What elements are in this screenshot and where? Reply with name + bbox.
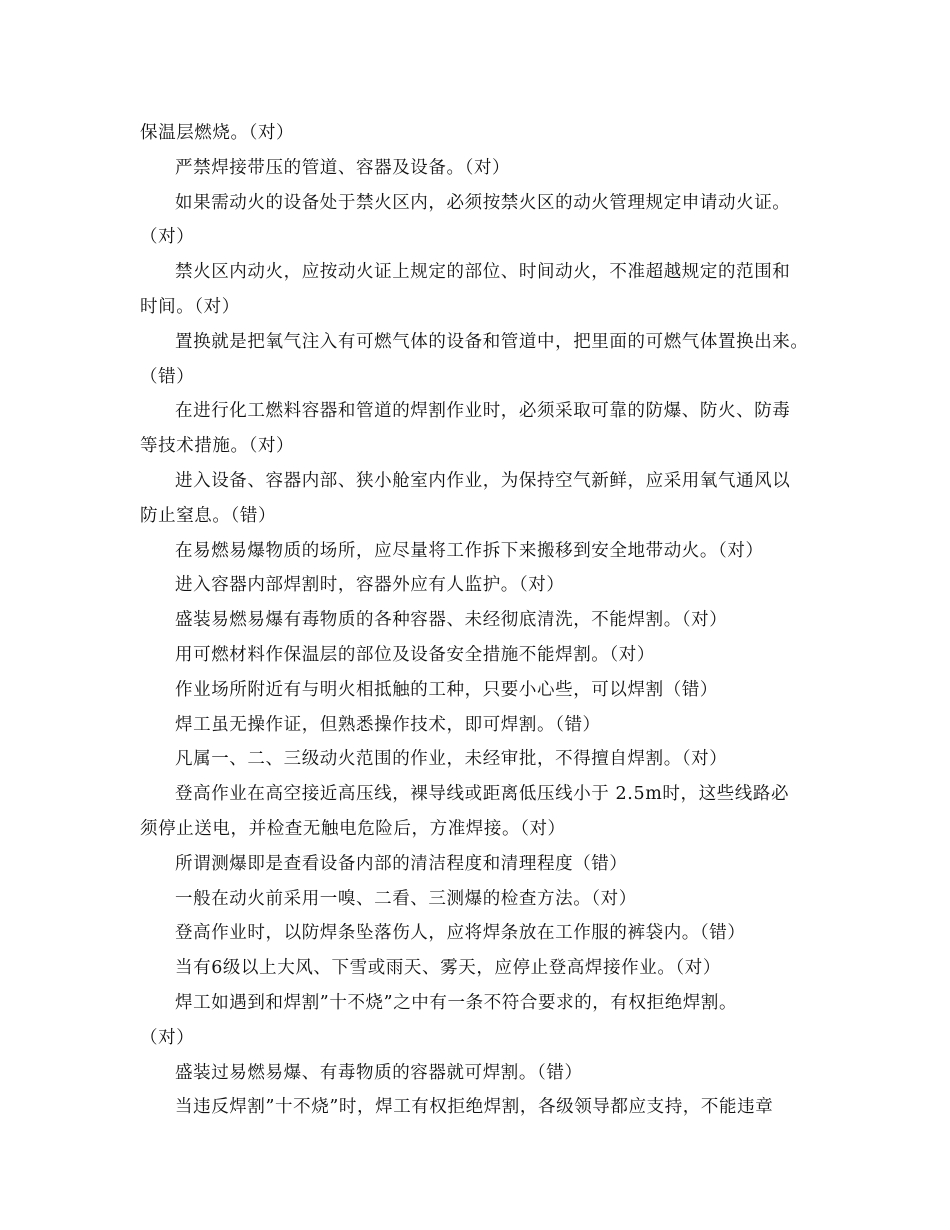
paragraph-line: 当违反焊割”十不烧”时，焊工有权拒绝焊割，各级领导都应支持，不能违章 <box>175 1097 774 1118</box>
paragraph-continuation-line: （错） <box>140 366 195 387</box>
paragraph-line: 如果需动火的设备处于禁火区内，必须按禁火区的动火管理规定申请动火证。 <box>175 192 791 213</box>
paragraph-line: 作业场所附近有与明火相抵触的工种，只要小心些，可以焊割（错） <box>175 679 718 700</box>
paragraph-line: 一般在动火前采用一嗅、二看、三测爆的检查方法。（对） <box>175 888 637 909</box>
paragraph-line: 盛装过易燃易爆、有毒物质的容器就可焊割。（错） <box>175 1062 583 1083</box>
document-body <box>140 116 820 1125</box>
paragraph-line: 焊工虽无操作证，但熟悉操作技术，即可焊割。（错） <box>175 714 601 735</box>
paragraph-line: 登高作业在高空接近高压线，裸导线或距离低压线小于 2.5m时，这些线路必 <box>175 784 790 805</box>
paragraph-line: 禁火区内动火，应按动火证上规定的部位、时间动火，不准超越规定的范围和 <box>175 262 791 283</box>
paragraph-continuation-line: 等技术措施。（对） <box>140 436 295 457</box>
paragraph-line: 所谓测爆即是查看设备内部的清洁程度和清理程度（错） <box>175 853 628 874</box>
paragraph-continuation-line: 防止窒息。（错） <box>140 505 277 526</box>
paragraph-continuation-line: （对） <box>140 227 195 248</box>
paragraph-line: 在进行化工燃料容器和管道的焊割作业时，必须采取可靠的防爆、防火、防毒 <box>175 401 791 422</box>
paragraph-line: 用可燃材料作保温层的部位及设备安全措施不能焊割。（对） <box>175 644 655 665</box>
paragraph-line: 进入容器内部焊割时，容器外应有人监护。（对） <box>175 575 565 596</box>
paragraph-line: 焊工如遇到和焊割”十不烧”之中有一条不符合要求的，有权拒绝焊割。 <box>175 992 738 1013</box>
paragraph-line: 登高作业时，以防焊条坠落伤人，应将焊条放在工作服的裤袋内。（错） <box>175 923 746 944</box>
paragraph-line: 盛装易燃易爆有毒物质的各种容器、未经彻底清洗，不能焊割。（对） <box>175 610 728 631</box>
paragraph-line: 严禁焊接带压的管道、容器及设备。（对） <box>175 157 511 178</box>
paragraph-continuation-line: 须停止送电，并检查无触电危险后，方准焊接。（对） <box>140 818 566 839</box>
paragraph-line: 当有6级以上大风、下雪或雨天、雾天，应停止登高焊接作业。（对） <box>175 958 721 979</box>
paragraph-continuation-line: （对） <box>140 1027 195 1048</box>
paragraph-line: 凡属一、二、三级动火范围的作业，未经审批，不得擅自焊割。（对） <box>175 749 728 770</box>
paragraph-continuation-line: 时间。（对） <box>140 296 240 317</box>
paragraph-continuation-line: 保温层燃烧。（对） <box>140 123 295 143</box>
paragraph-line: 置换就是把氧气注入有可燃气体的设备和管道中，把里面的可燃气体置换出来。 <box>175 331 809 352</box>
paragraph-line: 进入设备、容器内部、狭小舱室内作业，为保持空气新鲜，应采用氧气通风以 <box>175 470 791 491</box>
paragraph-line: 在易燃易爆物质的场所，应尽量将工作拆下来搬移到安全地带动火。（对） <box>175 540 764 561</box>
